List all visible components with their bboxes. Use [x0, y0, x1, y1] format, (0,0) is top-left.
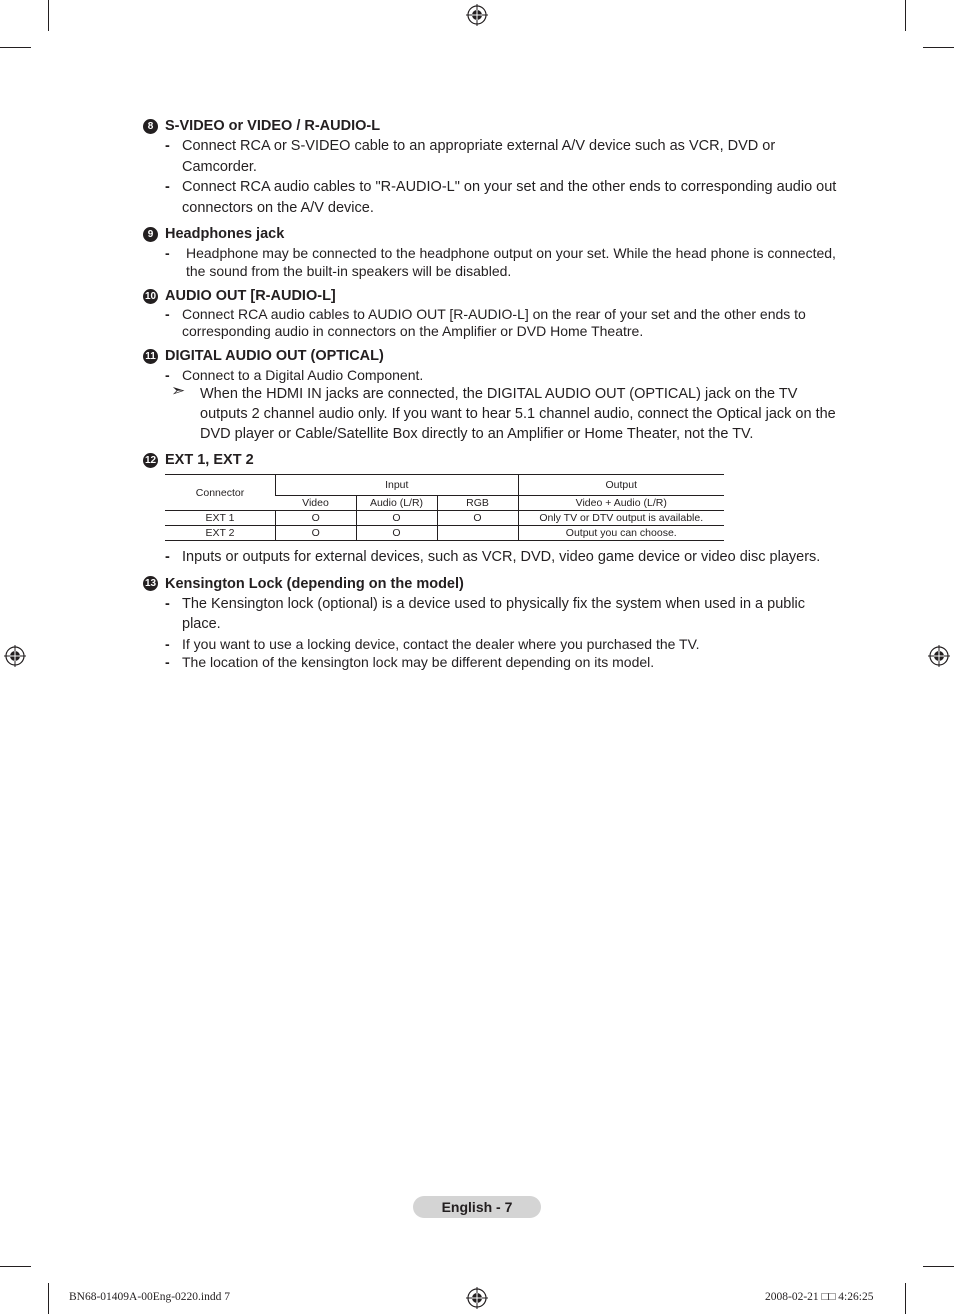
dash-bullet: - — [165, 306, 170, 322]
item-text: Connect RCA audio cables to "R-AUDIO-L" on your set and the other ends to corresponding audio out connectors on the A/V device. — [182, 179, 837, 216]
table-cell-video: O — [276, 526, 357, 541]
section-title: Headphones jack — [165, 226, 285, 242]
registration-mark-icon — [4, 645, 26, 667]
section-heading — [143, 224, 843, 244]
table-header-input: Input — [276, 475, 519, 496]
note — [143, 381, 843, 444]
table-cell-audio: O — [356, 526, 437, 541]
table-cell-output: Only TV or DTV output is available. — [518, 511, 724, 526]
crop-mark — [48, 0, 49, 31]
crop-mark — [48, 1283, 49, 1314]
table-cell-rgb: O — [437, 511, 518, 526]
table-row — [165, 526, 724, 541]
item-text: The location of the kensington lock may be different depending on its model. — [182, 653, 655, 670]
table-header-output: Output — [518, 475, 724, 496]
table-header-rgb: RGB — [437, 496, 518, 511]
section-title: DIGITAL AUDIO OUT (OPTICAL) — [165, 348, 384, 364]
dash-bullet: - — [165, 549, 170, 565]
section-number: 13 — [144, 578, 157, 589]
crop-mark — [0, 47, 31, 48]
section-number: 10 — [144, 290, 157, 302]
table-cell-video: O — [276, 511, 357, 526]
section-s-video — [143, 116, 843, 218]
section-heading — [143, 116, 843, 136]
page-number-badge: English - 7 — [413, 1196, 541, 1218]
table-header-row — [165, 475, 724, 496]
table-header-video: Video — [276, 496, 357, 511]
section-number: 8 — [143, 119, 158, 134]
item-text: Connect RCA audio cables to AUDIO OUT [R-AUDIO-L] on the rear of your set and the other ends to corresponding audio in connectors on the Amplifier or DVD Home Theatre. — [182, 306, 806, 339]
list-item — [143, 653, 843, 671]
item-text: The Kensington lock (optional) is a device used to physically fix the system when used in a public place. — [182, 595, 806, 632]
table-cell-connector: EXT 2 — [165, 526, 276, 541]
section-title: AUDIO OUT [R-AUDIO-L] — [165, 288, 336, 304]
list-item — [143, 177, 843, 218]
dash-bullet: - — [165, 367, 170, 383]
table-cell-rgb — [437, 526, 518, 541]
section-digital-audio-out — [143, 346, 843, 444]
item-text: Connect to a Digital Audio Component. — [182, 367, 424, 383]
section-title: EXT 1, EXT 2 — [165, 452, 254, 468]
ext-connector-table — [165, 474, 724, 541]
crop-mark — [923, 1266, 954, 1267]
section-heading — [143, 450, 843, 470]
item-text: If you want to use a locking device, contact the dealer where you purchased the TV. — [182, 635, 700, 652]
section-kensington-lock — [143, 574, 843, 671]
list-item — [143, 136, 843, 177]
section-heading — [143, 346, 843, 366]
table-header-audio: Audio (L/R) — [356, 496, 437, 511]
section-ext — [143, 450, 843, 568]
item-text: Headphone may be connected to the headphone output on your set. While the head phone is connected, the sound from the built-in speakers will be disabled. — [186, 245, 836, 279]
table-header-connector: Connector — [165, 475, 276, 511]
item-text: Inputs or outputs for external devices, such as VCR, DVD, video game device or video disc players. — [182, 549, 821, 565]
section-heading — [143, 574, 843, 594]
section-number: 11 — [143, 349, 158, 364]
crop-mark — [0, 1266, 31, 1267]
section-heading — [143, 286, 843, 306]
list-item — [143, 366, 843, 384]
dash-bullet: - — [165, 635, 170, 652]
list-item — [143, 306, 843, 340]
dash-bullet: - — [165, 179, 170, 195]
table-cell-audio: O — [356, 511, 437, 526]
note-arrow-icon: ➣ — [171, 381, 186, 400]
page-content — [143, 116, 843, 677]
item-text: Connect RCA or S-VIDEO cable to an appropriate external A/V device such as VCR, DVD or Camcorder. — [182, 138, 776, 175]
section-audio-out — [143, 286, 843, 340]
registration-mark-icon — [466, 1287, 488, 1309]
registration-mark-icon — [466, 4, 488, 26]
section-headphones — [143, 224, 843, 280]
list-item — [143, 244, 843, 280]
crop-mark — [905, 0, 906, 31]
dash-bullet: - — [165, 245, 170, 261]
section-title: S-VIDEO or VIDEO / R-AUDIO-L — [165, 118, 381, 134]
table-header-output-type: Video + Audio (L/R) — [518, 496, 724, 511]
table-row — [165, 511, 724, 526]
table-cell-connector: EXT 1 — [165, 511, 276, 526]
section-number: 12 — [144, 454, 157, 466]
crop-mark — [923, 47, 954, 48]
dash-bullet: - — [165, 653, 170, 670]
date-slug: 2008-02-21 □□ 4:26:25 — [765, 1291, 874, 1303]
list-item — [143, 635, 843, 653]
list-item — [143, 547, 843, 568]
dash-bullet: - — [165, 595, 170, 612]
table-cell-output: Output you can choose. — [518, 526, 724, 541]
dash-bullet: - — [165, 138, 170, 154]
section-title: Kensington Lock (depending on the model) — [165, 575, 464, 592]
registration-mark-icon — [928, 645, 950, 667]
note-text: When the HDMI IN jacks are connected, the DIGITAL AUDIO OUT (OPTICAL) jack on the TV outputs 2 channel audio only. If you want to hear 5.1 channel audio, connect the Optical jack on the DVD player or Cable/Satellite Box directly to an Amplifier or Home Theater, not the TV. — [200, 386, 836, 442]
section-number: 9 — [143, 227, 158, 242]
file-slug: BN68-01409A-00Eng-0220.indd 7 — [69, 1291, 230, 1303]
crop-mark — [905, 1283, 906, 1314]
list-item — [143, 594, 843, 635]
